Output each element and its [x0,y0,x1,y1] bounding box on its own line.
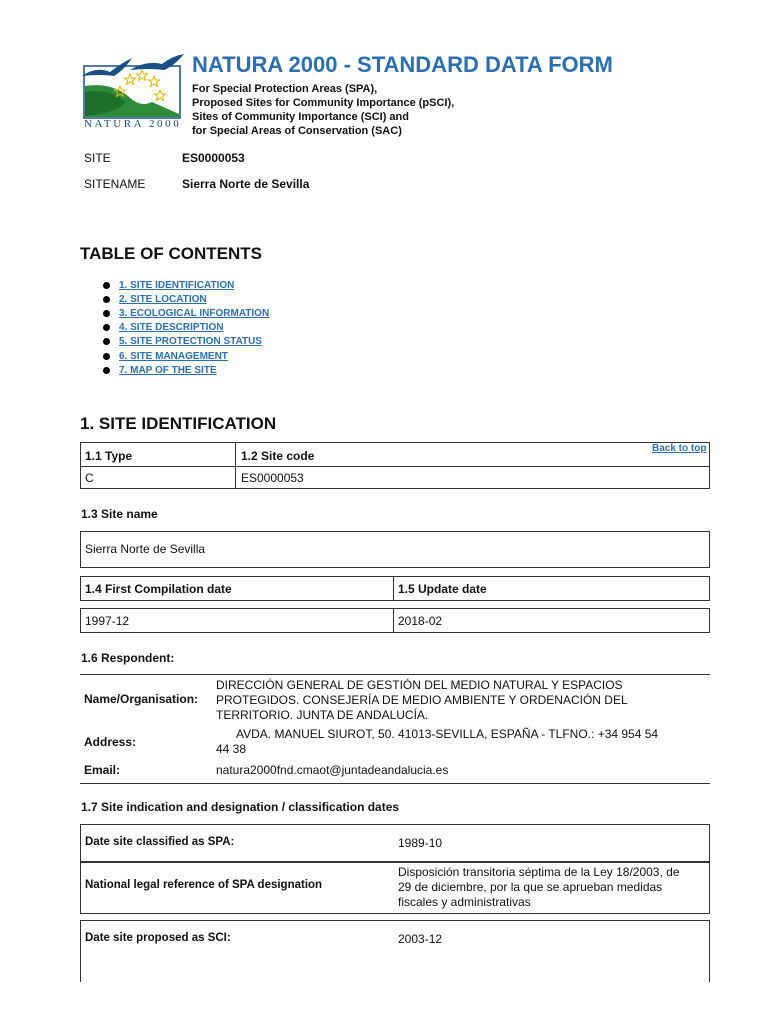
address-line: AVDA. MANUEL SIUROT, 50. 41013-SEVILLA, ESPAÑA - TLFNO.: +34 954 54 [236,727,659,741]
site-label: SITE [84,151,111,165]
site-row [84,151,245,165]
name-organisation-label: Name/Organisation: [84,692,199,706]
subtitle-line: For Special Protection Areas (SPA), [192,83,378,95]
spa-reference-value [398,865,680,910]
sci-row-top-rule [80,920,710,921]
back-to-top-link[interactable]: Back to top [652,443,707,454]
subtitle-line: Sites of Community Importance (SCI) and [192,111,409,123]
sitename-label: SITENAME [84,177,146,191]
toc-link-map-of-the-site[interactable]: 7. MAP OF THE SITE [119,364,217,376]
site-name-heading: 1.3 Site name [81,507,158,521]
subtitle-line: for Special Areas of Conservation (SAC) [192,125,402,137]
site-code-label: 1.2 Site code [241,449,315,463]
toc-heading: TABLE OF CONTENTS [80,244,262,263]
toc-link-site-location[interactable]: 2. SITE LOCATION [119,293,207,305]
table-divider [393,576,394,601]
page-title: NATURA 2000 - STANDARD DATA FORM [192,52,613,77]
sitename-value: Sierra Norte de Sevilla [182,177,310,191]
site-name-value: Sierra Norte de Sevilla [85,542,206,556]
form-subtitle [192,82,454,138]
spa-reference-label: National legal reference of SPA designation [85,879,323,891]
site-code-value: ES0000053 [241,471,304,485]
toc-item [103,335,269,349]
sci-row-right-rule [709,920,710,982]
bullet-icon [103,296,110,303]
designation-heading: 1.7 Site indication and designation / classification dates [81,800,400,814]
toc-item [103,278,269,292]
table-divider [80,466,710,467]
address-value [216,727,658,757]
toc-link-ecological-information[interactable]: 3. ECOLOGICAL INFORMATION [119,307,270,319]
update-date-label: 1.5 Update date [398,582,487,596]
address-line: 44 38 [216,742,247,756]
email-label: Email: [84,763,121,777]
spa-reference-line: Disposición transitoria séptima de la Ley 18/2003, de [398,865,680,879]
first-compilation-label: 1.4 First Compilation date [85,582,232,596]
spa-reference-line: 29 de diciembre, por la que se aprueban medidas [398,880,663,894]
toc-list [103,278,269,377]
bullet-icon [103,353,110,360]
spa-date-label: Date site classified as SPA: [85,836,235,848]
sitename-row [84,177,309,191]
toc-link-site-management[interactable]: 6. SITE MANAGEMENT [119,350,228,362]
name-organisation-line: PROTEGIDOS. CONSEJERÍA DE MEDIO AMBIENTE Y ORDENACIÓN DEL [216,693,628,707]
dates-value-row [80,608,710,633]
toc-item [103,292,269,306]
sci-date-label: Date site proposed as SCI: [85,932,231,944]
subtitle-line: Proposed Sites for Community Importance (pSCI), [192,97,455,109]
bullet-icon [103,367,110,374]
sci-row-left-rule [80,920,81,982]
toc-link-site-protection-status[interactable]: 5. SITE PROTECTION STATUS [119,336,262,348]
name-organisation-line: TERRITORIO. JUNTA DE ANDALUCÍA. [216,708,429,722]
first-compilation-value: 1997-12 [85,614,130,628]
email-value: natura2000fnd.cmaot@juntadeandalucia.es [216,763,449,777]
toc-item [103,321,269,335]
logo-wordmark: NATURA 2000 [84,118,182,130]
respondent-top-rule [80,674,710,675]
respondent-heading: 1.6 Respondent: [81,651,175,665]
bullet-icon [103,324,110,331]
name-organisation-value [216,678,628,723]
bullet-icon [103,338,110,345]
update-date-value: 2018-02 [398,614,443,628]
spa-date-value: 1989-10 [398,836,443,850]
sci-date-value: 2003-12 [398,932,443,946]
type-label: 1.1 Type [85,449,133,463]
bullet-icon [103,310,110,317]
spa-reference-line: fiscales y administrativas [398,895,531,909]
address-label: Address: [84,735,137,749]
site-value: ES0000053 [182,151,245,165]
bullet-icon [103,282,110,289]
toc-item [103,306,269,320]
toc-link-site-identification[interactable]: 1. SITE IDENTIFICATION [119,279,235,291]
toc-item [103,363,269,377]
section-heading-site-identification: 1. SITE IDENTIFICATION [80,414,277,433]
toc-link-site-description[interactable]: 4. SITE DESCRIPTION [119,322,224,334]
toc-item [103,349,269,363]
table-divider [393,608,394,633]
respondent-bottom-rule [80,783,710,784]
name-organisation-line: DIRECCIÓN GENERAL DE GESTIÓN DEL MEDIO NATURAL Y ESPACIOS [216,678,623,692]
type-value: C [85,471,94,485]
